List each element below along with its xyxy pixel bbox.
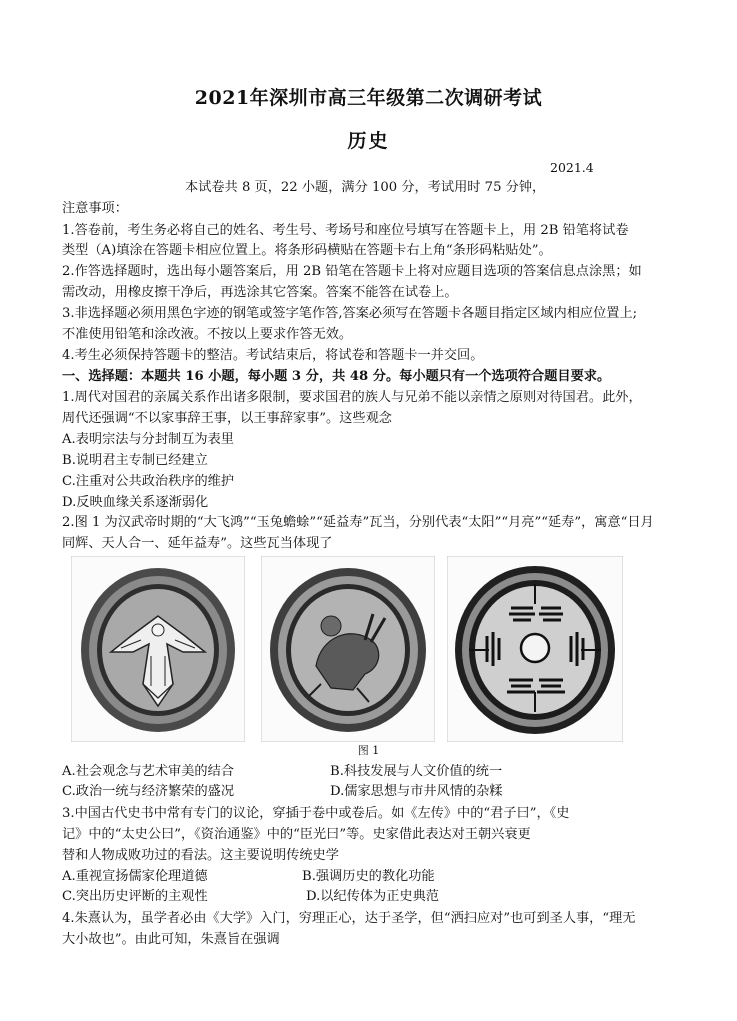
q4-stem: 大小故也”。由此可知，朱熹旨在强调 xyxy=(62,932,280,947)
exam-title: 2021年深圳市高三年级第二次调研考试 xyxy=(194,87,543,109)
q2-stem: 同辉、天人合一、延年益寿”。这些瓦当体现了 xyxy=(62,536,333,551)
notice-heading: 注意事项： xyxy=(62,201,128,216)
q2-option-b: B.科技发展与人文价值的统一 xyxy=(330,764,503,779)
q2-option-a: A.社会观念与艺术审美的结合 xyxy=(62,764,234,779)
q3-option-d: D.以纪传体为正史典范 xyxy=(306,889,439,904)
exam-date: 2021.4 xyxy=(550,160,594,175)
q2-option-c: C.政治一统与经济繁荣的盛况 xyxy=(62,784,235,799)
q3-stem: 替和人物成败功过的看法。这主要说明传统史学 xyxy=(62,848,339,863)
wadang-text-icon xyxy=(447,556,623,742)
q3-stem: 3.中国古代史书中常有专门的议论，穿插于卷中或卷后。如《左传》中的“君子曰”，《史 xyxy=(62,806,570,821)
q1-option-a: A.表明宗法与分封制互为表里 xyxy=(62,432,234,447)
wadang-rabbit-icon xyxy=(261,556,435,742)
q1-option-b: B.说明君主专制已经建立 xyxy=(62,453,208,468)
notice-line: 3.非选择题必须用黑色字迹的钢笔或签字笔作答,答案必须写在答题卡各题目指定区域内相应位置上; xyxy=(62,306,638,321)
q1-option-c: C.注重对公共政治秩序的维护 xyxy=(62,474,235,489)
notice-line: 不准使用铅笔和涂改液。不按以上要求作答无效。 xyxy=(62,327,353,342)
q2-stem: 2.图 1 为汉武帝时期的“大飞鸿”“玉兔蟾蜍”“延益寿”瓦当，分别代表“太阳”“月亮”“延寿”，寓意“日月 xyxy=(62,515,654,530)
wadang-bird-icon xyxy=(71,556,245,742)
q1-option-d: D.反映血缘关系逐渐弱化 xyxy=(62,495,209,510)
figure-1-tiles xyxy=(71,556,681,742)
subject-title: 历史 xyxy=(347,130,390,152)
section-heading: 一、选择题：本题共 16 小题，每小题 3 分，共 48 分。每小题只有一个选项符合题目要求。 xyxy=(62,369,611,384)
q3-option-b: B.强调历史的教化功能 xyxy=(302,869,435,884)
notice-line: 需改动，用橡皮擦干净后，再选涂其它答案。答案不能答在试卷上。 xyxy=(62,285,458,300)
q3-stem: 记》中的“太史公曰”，《资治通鉴》中的“臣光曰”等。史家借此表达对王朝兴衰更 xyxy=(62,827,531,842)
q3-option-c: C.突出历史评断的主观性 xyxy=(62,889,208,904)
notice-line: 类型（A)填涂在答题卡相应位置上。将条形码横贴在答题卡右上角“条形码粘贴处”。 xyxy=(62,243,552,258)
exam-info: 本试卷共 8 页，22 小题，满分 100 分，考试用时 75 分钟， xyxy=(185,180,546,195)
q3-option-a: A.重视宣扬儒家伦理道德 xyxy=(62,869,208,884)
q1-stem: 周代还强调“不以家事辞王事，以王事辞家事”。这些观念 xyxy=(62,411,392,426)
q4-stem: 4.朱熹认为，虽学者必由《大学》入门，穷理正心，达于圣学，但“洒扫应对”也可到圣人事，“理无 xyxy=(62,911,636,926)
q1-stem: 1.周代对国君的亲属关系作出诸多限制，要求国君的族人与兄弟不能以亲情之原则对待国君。此外， xyxy=(62,390,642,405)
q2-option-d: D.儒家思想与市井风情的杂糅 xyxy=(330,784,503,799)
figure-caption: 图 1 xyxy=(357,744,380,757)
notice-line: 1.答卷前，考生务必将自己的姓名、考生号、考场号和座位号填写在答题卡上，用 2B 铅笔将试卷 xyxy=(62,223,629,238)
notice-line: 4.考生必须保持答题卡的整洁。考试结束后，将试卷和答题卡一并交回。 xyxy=(62,348,484,363)
notice-line: 2.作答选择题时，选出每小题答案后，用 2B 铅笔在答题卡上将对应题目选项的答案信息点涂黑；如 xyxy=(62,264,642,279)
